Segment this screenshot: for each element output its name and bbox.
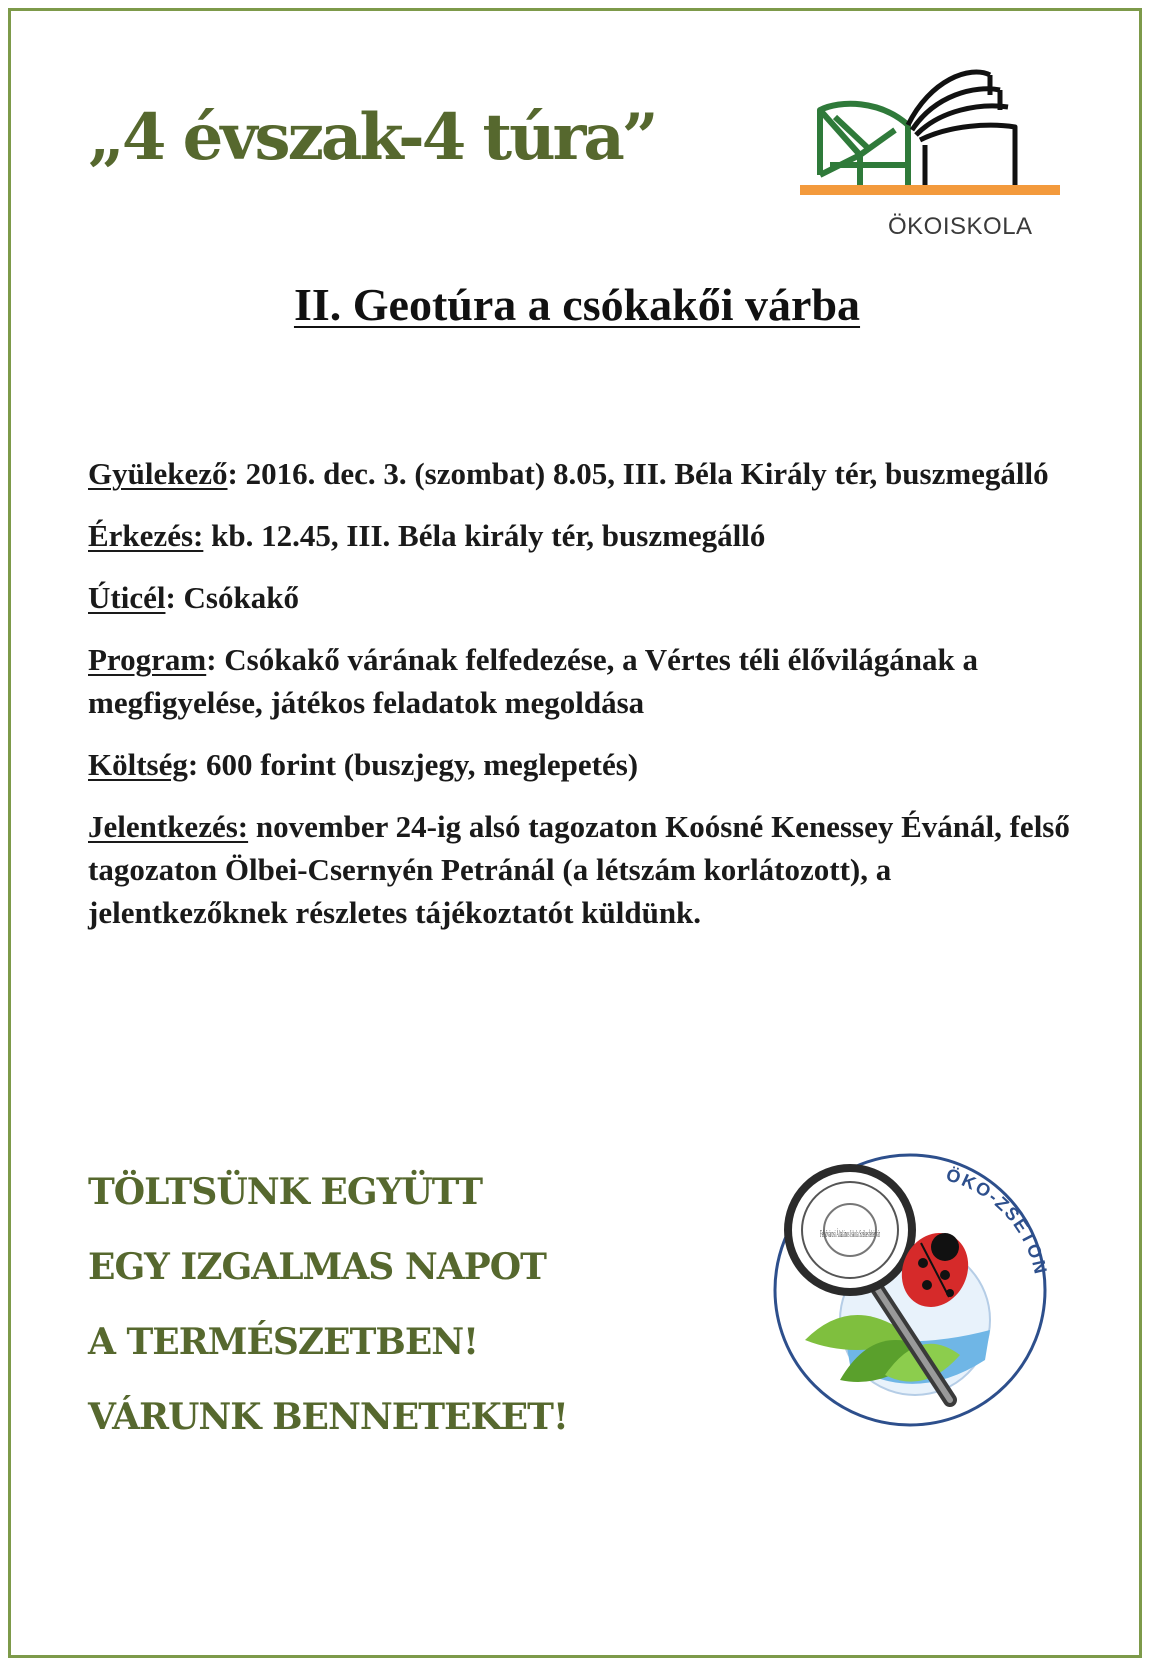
slogan-line: TÖLTSÜNK EGYÜTT xyxy=(88,1171,483,1213)
badge-arc-text: ÖKO-ZSETON xyxy=(943,1164,1052,1278)
detail-arrival xyxy=(88,514,1098,557)
detail-value: kb. 12.45, III. Béla király tér, buszmegálló xyxy=(203,518,766,553)
detail-value: november 24-ig alsó tagozaton Koósné Kenessey Évánál, felső tagozaton Ölbei-Csernyén Petránál (a létszám korlátozott), a jelentkezőknek részletes tájékoztatót küldünk. xyxy=(88,809,1070,930)
event-details xyxy=(88,452,1098,953)
detail-program xyxy=(88,638,1098,724)
slogan xyxy=(88,1155,568,1455)
detail-cost xyxy=(88,743,1098,786)
okoiskola-logo xyxy=(800,55,1130,255)
detail-label: Program xyxy=(88,642,207,677)
oko-zseton-badge xyxy=(745,1125,1075,1455)
detail-registration xyxy=(88,805,1098,934)
detail-label: Gyülekező xyxy=(88,456,228,491)
main-title: „4 évszak-4 túra” xyxy=(88,100,656,175)
detail-value: : 600 forint (buszjegy, meglepetés) xyxy=(187,747,639,782)
detail-destination xyxy=(88,576,1098,619)
detail-value: : 2016. dec. 3. (szombat) 8.05, III. Béla Király tér, buszmegálló xyxy=(227,456,1049,491)
detail-label: Érkezés: xyxy=(88,518,204,553)
event-subtitle-text: II. Geotúra a csókakői várba xyxy=(293,279,861,330)
seal-text xyxy=(820,1228,880,1240)
slogan-line: VÁRUNK BENNETEKET! xyxy=(88,1396,568,1438)
detail-gathering xyxy=(88,452,1098,495)
oko-zseton-badge-graphic xyxy=(745,1125,1075,1455)
detail-value: : Csókakő várának felfedezése, a Vértes téli élővilágának a megfigyelése, játékos feladatok megoldása xyxy=(88,642,978,720)
slogan-line: A TERMÉSZETBEN! xyxy=(88,1321,478,1363)
event-subtitle xyxy=(0,278,1154,331)
logo-text: ÖKOISKOLA xyxy=(888,213,1033,240)
detail-label: Költség xyxy=(88,747,188,782)
detail-value: : Csókakő xyxy=(165,580,299,615)
slogan-line: EGY IZGALMAS NAPOT xyxy=(88,1246,546,1288)
detail-label: Jelentkezés: xyxy=(88,809,249,844)
detail-label: Úticél xyxy=(88,580,166,615)
